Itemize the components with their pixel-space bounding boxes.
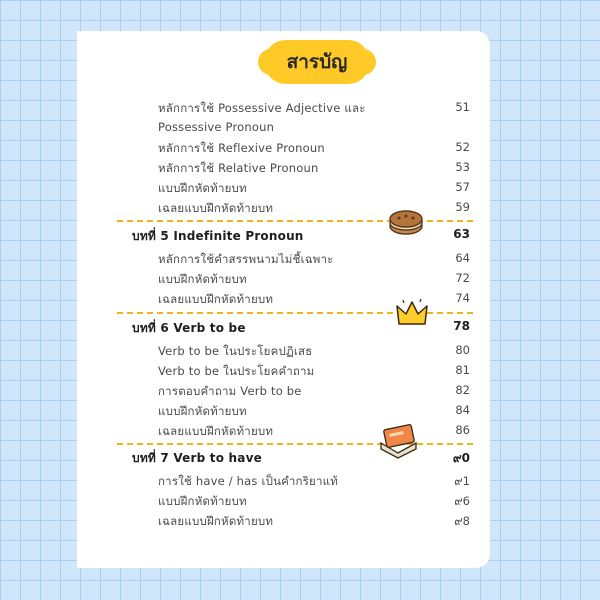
toc-entry[interactable] [0,383,600,403]
toc-entry[interactable] [0,180,600,200]
chapter-page: 78 [453,319,470,333]
toc-entry-page: 57 [455,180,470,194]
toc-entry[interactable] [0,473,600,493]
crown-icon [395,298,429,330]
toc-entry[interactable] [0,403,600,423]
toc-entry-label: Verb to be ในประโยคปฏิเสธ [158,344,313,358]
chapter-page: 63 [453,227,470,241]
toc-entry-page: 82 [455,383,470,397]
toc-entry-label: เฉลยแบบฝึกหัดท้ายบท [158,201,274,215]
chapter-title: บทที่ 7 Verb to have [132,451,262,465]
toc-entry[interactable] [0,363,600,383]
toc-entry[interactable] [0,140,600,160]
toc-entry-label: หลักการใช้คำสรรพนามไม่ชี้เฉพาะ [158,252,334,266]
chapter-heading[interactable] [0,449,600,469]
toc-entry-page: ๙6 [454,494,470,508]
toc-entry-label: การตอบคำถาม Verb to be [158,384,302,398]
toc-entry-label: หลักการใช้ Possessive Adjective และ [158,101,366,115]
toc-entry-page: 53 [455,160,470,174]
toc-entry[interactable] [0,513,600,533]
toc-entry[interactable] [0,160,600,180]
toc-entry-label: การใช้ have / has เป็นคำกริยาแท้ [158,474,339,488]
toc-entry-page: 84 [455,403,470,417]
toc-entry-label: Possessive Pronoun [158,120,275,134]
chapter-heading[interactable] [0,319,600,339]
toc-entry-label: หลักการใช้ Reflexive Pronoun [158,141,325,155]
toc-entry[interactable] [0,120,600,140]
toc-entry-page: 64 [455,251,470,265]
chapter-title: บทที่ 5 Indefinite Pronoun [132,229,304,243]
chapter-page: ๙0 [452,451,470,465]
toc-entry-label: แบบฝึกหัดท้ายบท [158,272,247,286]
toc-entry[interactable] [0,291,600,311]
toc-entry[interactable] [0,200,600,220]
toc-entry-label: แบบฝึกหัดท้ายบท [158,494,247,508]
toc-entry-label: แบบฝึกหัดท้ายบท [158,181,247,195]
toc-entry-page: 81 [455,363,470,377]
toc-entry-page: 52 [455,140,470,154]
toc-entry-label: เฉลยแบบฝึกหัดท้ายบท [158,514,274,528]
toc-entry-page: ๙1 [454,474,470,488]
toc-entry[interactable] [0,100,600,120]
chapter-title: บทที่ 6 Verb to be [132,321,246,335]
toc-entry[interactable] [0,251,600,271]
toc-entry-label: Verb to be ในประโยคคำถาม [158,364,315,378]
book-icon [378,423,420,459]
toc-entry-page: 86 [455,423,470,437]
toc-entry-label: แบบฝึกหัดท้ายบท [158,404,247,418]
toc-entry-page: 80 [455,343,470,357]
toc-entry[interactable] [0,271,600,291]
toc-entry-page: 51 [455,100,470,114]
chapter-heading[interactable] [0,227,600,247]
toc-entry-label: เฉลยแบบฝึกหัดท้ายบท [158,424,274,438]
toc-entry-page: ๙8 [454,514,470,528]
toc-entry-page: 72 [455,271,470,285]
page-title: สารบัญ [286,51,348,73]
toc-entry-page: 59 [455,200,470,214]
toc-entry-label: เฉลยแบบฝึกหัดท้ายบท [158,292,274,306]
toc-entry-label: หลักการใช้ Relative Pronoun [158,161,319,175]
toc-entry[interactable] [0,423,600,443]
toc-entry-page: 74 [455,291,470,305]
toc-entry[interactable] [0,343,600,363]
cookie-icon [386,207,426,237]
toc-entry[interactable] [0,493,600,513]
